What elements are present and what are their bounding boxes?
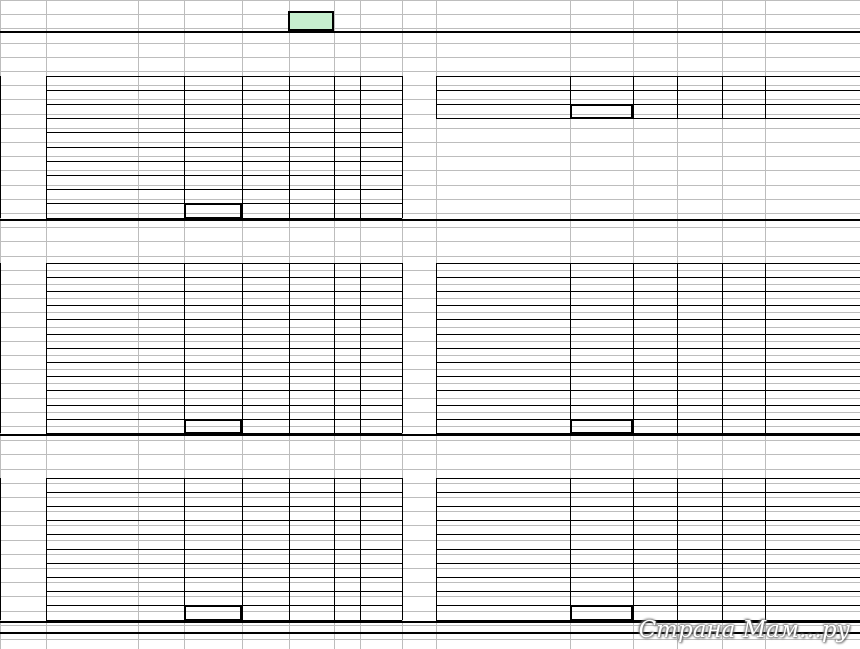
watermark: Страна Мам…ру bbox=[638, 617, 850, 643]
